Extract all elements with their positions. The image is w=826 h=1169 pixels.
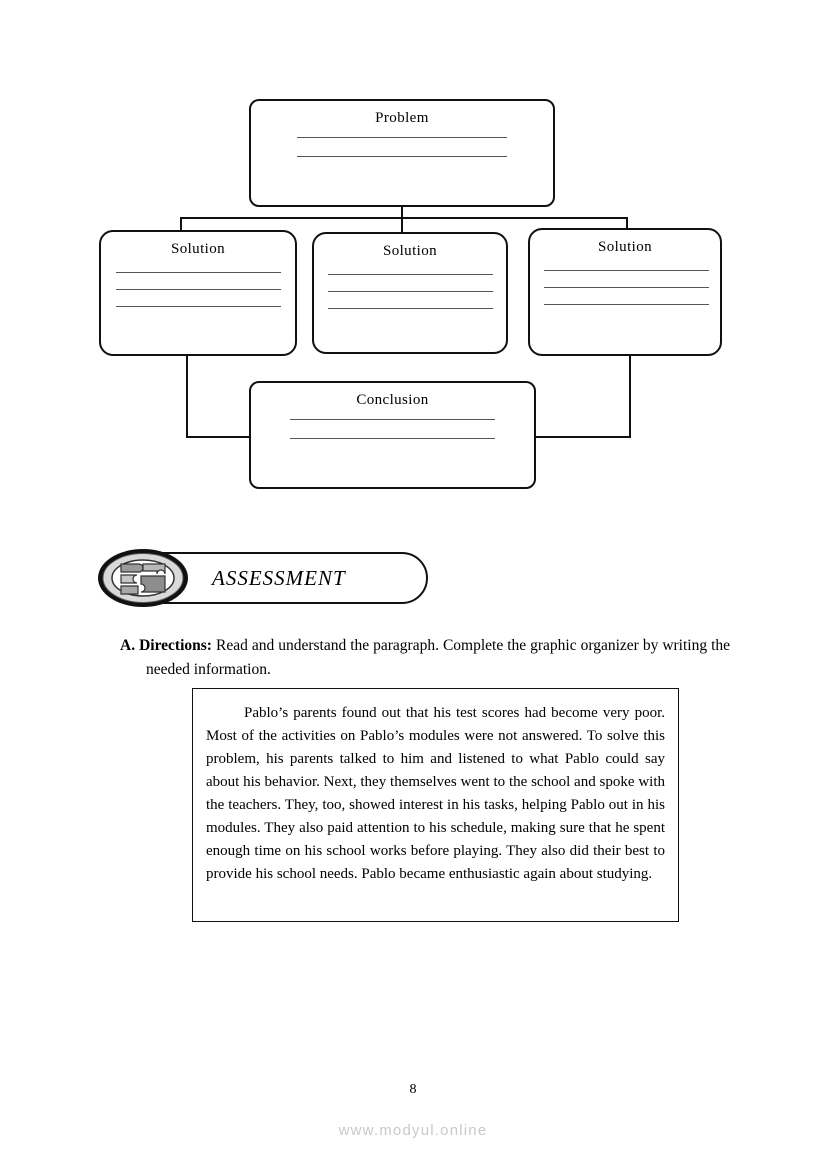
directions-word: Directions:	[139, 637, 212, 654]
write-line[interactable]	[328, 274, 493, 275]
conclusion-answer-lines	[251, 419, 534, 439]
write-line[interactable]	[116, 289, 281, 290]
page-number: 8	[409, 1082, 417, 1097]
passage-text: Pablo’s parents found out that his test scores had become very poor. Most of the activities on Pablo’s modules were not answered. To solve this problem, his parents talked to him and listened to what Pablo could say about his behavior. Next, they themselves went to the school and spoke with the teachers. They, too, showed interest in his tasks, helping Pablo out in his modules. They also paid attention to his schedule, making sure that he spent enough time on his school works before playing. They also did their best to provide his school needs. Pablo became enthusiastic again about studying.	[206, 705, 665, 882]
graphic-organizer	[0, 0, 826, 520]
write-line[interactable]	[297, 156, 507, 157]
watermark: www.modyul.online	[338, 1122, 488, 1139]
organizer-node-solution-1	[99, 230, 297, 356]
connector-solution-1-down	[186, 354, 188, 438]
write-line[interactable]	[544, 270, 709, 271]
write-line[interactable]	[116, 306, 281, 307]
solution-answer-lines	[101, 272, 295, 307]
problem-answer-lines	[251, 137, 553, 157]
assessment-banner	[96, 548, 436, 608]
organizer-node-conclusion	[249, 381, 536, 489]
organizer-node-problem	[249, 99, 555, 207]
write-line[interactable]	[544, 287, 709, 288]
connector-horizontal-bus	[180, 217, 627, 219]
directions-text: Read and understand the paragraph. Complete the graphic organizer by writing the needed information.	[146, 637, 731, 678]
puzzle-piece-badge-icon	[96, 548, 190, 608]
solution-title: Solution	[170, 241, 226, 257]
write-line[interactable]	[290, 419, 495, 420]
write-line[interactable]	[297, 137, 507, 138]
solution-answer-lines	[314, 274, 506, 309]
organizer-node-solution-2	[312, 232, 508, 354]
connector-solution-1-to-conclusion	[186, 436, 252, 438]
connector-solution-3-down	[629, 352, 631, 438]
problem-title: Problem	[375, 110, 429, 126]
conclusion-title: Conclusion	[356, 392, 429, 408]
organizer-node-solution-3	[528, 228, 722, 356]
solution-title: Solution	[597, 239, 653, 255]
write-line[interactable]	[290, 438, 495, 439]
directions-block	[120, 634, 730, 681]
solution-title: Solution	[382, 243, 438, 259]
assessment-label: ASSESSMENT	[212, 566, 346, 590]
connector-solution-3-to-conclusion	[534, 436, 631, 438]
write-line[interactable]	[544, 304, 709, 305]
directions-letter: A.	[120, 637, 136, 654]
write-line[interactable]	[328, 308, 493, 309]
write-line[interactable]	[328, 291, 493, 292]
solution-answer-lines	[530, 270, 720, 305]
passage-box	[192, 688, 679, 922]
write-line[interactable]	[116, 272, 281, 273]
